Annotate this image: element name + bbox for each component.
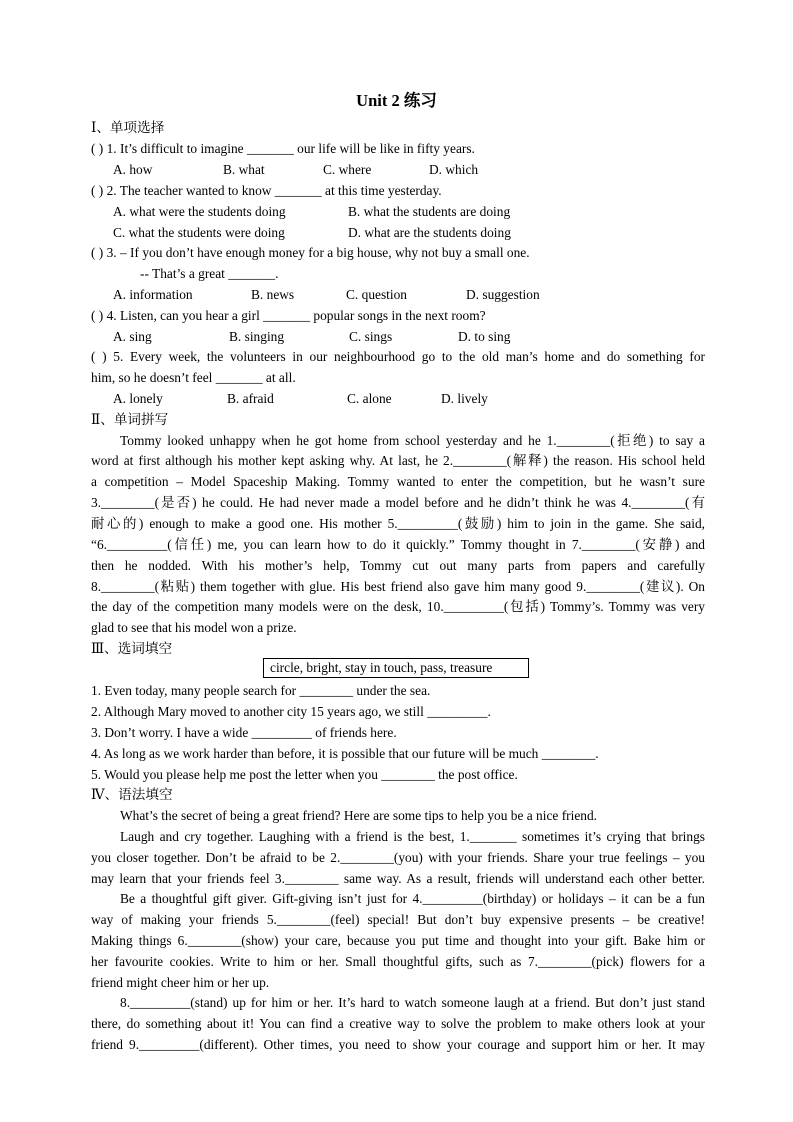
grammar-line: Be a thoughtful gift giver. Gift-giving isn’t just for 4._________(birthday) or holidays – it can be a fun bbox=[120, 891, 705, 906]
question-3-response: -- That’s a great _______. bbox=[140, 266, 279, 281]
fill-item: 1. Even today, many people search for ________ under the sea. bbox=[91, 683, 431, 698]
section-4-heading: Ⅳ、语法填空 bbox=[91, 787, 173, 802]
question-2-stem: ( ) 2. The teacher wanted to know _______ at this time yesterday. bbox=[91, 183, 442, 198]
option-c: C. what the students were doing bbox=[113, 225, 285, 240]
question-4-stem: ( ) 4. Listen, can you hear a girl _______ popular songs in the next room? bbox=[91, 308, 486, 323]
option-d: D. to sing bbox=[458, 329, 511, 344]
question-5-stem-cont: him, so he doesn’t feel _______ at all. bbox=[91, 370, 296, 385]
option-b: B. what bbox=[223, 162, 265, 177]
grammar-line: you closer together. Don’t be afraid to be 2.________(you) with your friends. Share your true feelings – you bbox=[91, 850, 705, 865]
word-bank-box: circle, bright, stay in touch, pass, treasure bbox=[263, 658, 529, 678]
fill-item: 5. Would you please help me post the letter when you ________ the post office. bbox=[91, 767, 518, 782]
passage-line: 耐心的) enough to make a good one. His mother 5._________(鼓励) him to join in the game. She said, bbox=[91, 516, 705, 531]
passage-line: “6._________(信任) me, you can learn how to do it quickly.” Tommy thought in 7.________(安静) and bbox=[91, 537, 705, 552]
grammar-line: there, do something about it! You can find a creative way to solve the problem to make others look at your bbox=[91, 1016, 705, 1031]
fill-item: 3. Don’t worry. I have a wide _________ of friends here. bbox=[91, 725, 397, 740]
grammar-line: way of making your friends 5.________(feel) special! But don’t buy expensive presents – be creative! bbox=[91, 912, 705, 927]
grammar-line: What’s the secret of being a great friend? Here are some tips to help you be a nice friend. bbox=[120, 808, 598, 823]
option-b: B. singing bbox=[229, 329, 285, 344]
option-d: D. suggestion bbox=[466, 287, 540, 302]
option-a: A. how bbox=[113, 162, 153, 177]
grammar-line: her favourite cookies. Write to him or her. Small thoughtful gifts, such as 7.________(pick) flowers for a bbox=[91, 954, 705, 969]
option-c: C. alone bbox=[347, 391, 392, 406]
section-2-heading: Ⅱ、单词拼写 bbox=[91, 412, 169, 427]
grammar-line: friend 9._________(different). Other times, you need to show your courage and support him or her. It may bbox=[91, 1037, 705, 1052]
option-a: A. sing bbox=[113, 329, 152, 344]
option-c: C. question bbox=[346, 287, 408, 302]
option-a: A. information bbox=[113, 287, 193, 302]
question-5-stem: ( ) 5. Every week, the volunteers in our neighbourhood go to the old man’s home and do something for bbox=[91, 349, 705, 364]
page-title: Unit 2 练习 bbox=[356, 91, 437, 110]
section-1-heading: Ⅰ、单项选择 bbox=[91, 120, 165, 135]
option-a: A. what were the students doing bbox=[113, 204, 286, 219]
grammar-line: Making things 6.________(show) your care, because you put time and thought into your gift. Bake him or bbox=[91, 933, 705, 948]
passage-line: a competition – Model Spaceship Making. Tommy wanted to enter the competition, but he wasn’t sure bbox=[91, 474, 705, 489]
option-b: B. news bbox=[251, 287, 295, 302]
fill-item: 4. As long as we work harder than before, it is possible that our future will be much ________. bbox=[91, 746, 599, 761]
option-c: C. sings bbox=[349, 329, 393, 344]
option-a: A. lonely bbox=[113, 391, 163, 406]
option-b: B. afraid bbox=[227, 391, 274, 406]
grammar-line: Laugh and cry together. Laughing with a friend is the best, 1._______ sometimes it’s crying that brings bbox=[120, 829, 705, 844]
passage-line: word at first although his mother kept asking why. At last, he 2.________(解释) the reason. His school held bbox=[91, 453, 705, 468]
section-3-heading: Ⅲ、选词填空 bbox=[91, 641, 173, 656]
passage-line: glad to see that his model won a prize. bbox=[91, 620, 297, 635]
grammar-line: friend might cheer him or her up. bbox=[91, 975, 270, 990]
passage-line: Tommy looked unhappy when he got home from school yesterday and he 1.________(拒绝) to say a bbox=[120, 433, 705, 448]
grammar-line: may learn that your friends feel 3.________ same way. As a result, friends will understand each other better. bbox=[91, 871, 705, 886]
option-c: C. where bbox=[323, 162, 372, 177]
passage-line: the day of the competition many models were on the desk, 10._________(包括) Tommy’s. Tommy was very bbox=[91, 599, 705, 614]
option-d: D. which bbox=[429, 162, 479, 177]
passage-line: then he nodded. With his mother’s help, Tommy cut out many parts from papers and carefully bbox=[91, 558, 705, 573]
option-d: D. lively bbox=[441, 391, 488, 406]
passage-line: 3.________(是否) he could. He had never made a model before and he didn’t think he was 4.________(有 bbox=[91, 495, 705, 510]
question-3-stem: ( ) 3. – If you don’t have enough money for a big house, why not buy a small one. bbox=[91, 245, 530, 260]
fill-item: 2. Although Mary moved to another city 15 years ago, we still _________. bbox=[91, 704, 491, 719]
option-b: B. what the students are doing bbox=[348, 204, 511, 219]
question-1-stem: ( ) 1. It’s difficult to imagine _______ our life will be like in fifty years. bbox=[91, 141, 475, 156]
passage-line: 8.________(粘贴) them together with glue. His best friend also gave him many good 9.________(建议). On bbox=[91, 579, 705, 594]
grammar-line: 8._________(stand) up for him or her. It’s hard to watch someone laugh at a friend. But don’t just stand bbox=[120, 995, 705, 1010]
option-d: D. what are the students doing bbox=[348, 225, 511, 240]
